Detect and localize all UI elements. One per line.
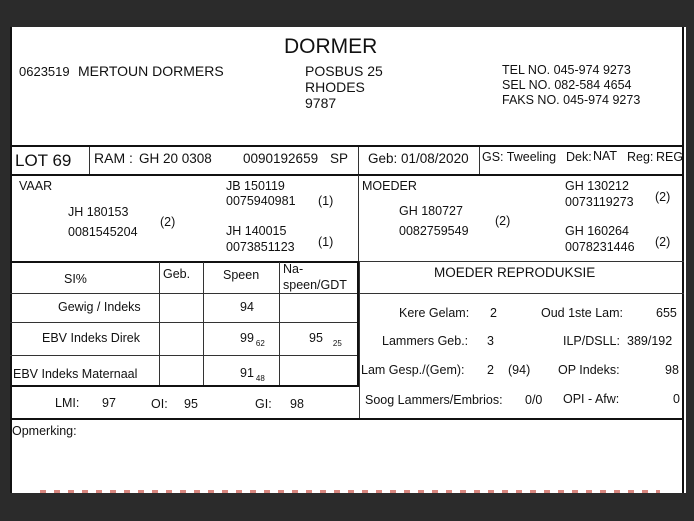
dek-value: NAT bbox=[593, 149, 618, 163]
lot-divider-2 bbox=[358, 147, 359, 175]
oi-label: OI: bbox=[151, 397, 168, 411]
lot-row-bottom-line bbox=[10, 174, 684, 176]
ilp-dsll-value: 389/192 bbox=[627, 334, 673, 348]
moeder-count: (2) bbox=[495, 214, 511, 228]
lot-row-top-line bbox=[10, 145, 684, 147]
lot-divider-1 bbox=[89, 147, 90, 175]
speen-value bbox=[240, 366, 265, 383]
naspeen-value bbox=[309, 331, 342, 348]
opmerking-top-line bbox=[10, 418, 684, 420]
naspeen-value-text: 95 bbox=[309, 331, 323, 345]
moeder-sire-id: GH 130212 bbox=[565, 179, 629, 193]
lot-divider-3 bbox=[479, 147, 480, 175]
reg-value: REG bbox=[656, 150, 684, 164]
si-row-label: EBV Indeks Maternaal bbox=[13, 367, 138, 381]
ram-id: GH 20 0308 bbox=[139, 151, 212, 166]
speen-value bbox=[240, 331, 265, 348]
soog-lammers-value: 0/0 bbox=[525, 393, 543, 407]
faks-number: FAKS NO. 045-974 9273 bbox=[502, 93, 641, 107]
ilp-dsll-label: ILP/DSLL: bbox=[563, 334, 620, 348]
naspeen-header-line-1: Na- bbox=[283, 262, 304, 276]
oud-1ste-lam-label: Oud 1ste Lam: bbox=[541, 306, 623, 320]
moeder-dam-count: (2) bbox=[655, 235, 671, 249]
speen-value bbox=[240, 300, 254, 314]
op-indeks-label: OP Indeks: bbox=[558, 363, 620, 377]
vaar-count: (2) bbox=[160, 215, 176, 229]
vaar-dam-id: JH 140015 bbox=[226, 224, 287, 238]
si-header-bottom-line bbox=[10, 293, 359, 294]
moeder-id: GH 180727 bbox=[399, 204, 463, 218]
address-line-1: POSBUS 25 bbox=[305, 63, 383, 79]
tel-number: TEL NO. 045-974 9273 bbox=[502, 63, 631, 77]
geb-header: Geb. bbox=[163, 267, 191, 281]
speen-value-text: 99 bbox=[240, 331, 254, 345]
gi-value: 98 bbox=[290, 397, 304, 411]
oud-1ste-lam-value: 655 bbox=[656, 306, 677, 320]
card-right-border bbox=[682, 27, 684, 493]
opmerking-label: Opmerking: bbox=[12, 424, 77, 438]
sel-number: SEL NO. 082-584 4654 bbox=[502, 78, 632, 92]
vaar-number: 0081545204 bbox=[68, 225, 138, 239]
moeder-sire-number: 0073119273 bbox=[565, 195, 634, 209]
lam-gesp-label: Lam Gesp./(Gem): bbox=[361, 363, 465, 377]
lot-number: LOT 69 bbox=[15, 151, 72, 170]
birth-status: GS: Tweeling bbox=[482, 150, 557, 164]
lmi-label: LMI: bbox=[55, 396, 80, 410]
soog-lammers-label: Soog Lammers/Embrios: bbox=[365, 393, 503, 407]
speen-subscript: 62 bbox=[255, 339, 265, 348]
si-col-divider-3 bbox=[279, 262, 280, 385]
repro-title: MOEDER REPRODUKSIE bbox=[434, 265, 596, 280]
vaar-sire-count: (1) bbox=[318, 194, 334, 208]
repro-top-line bbox=[359, 261, 684, 262]
gi-label: GI: bbox=[255, 397, 272, 411]
reg-label: Reg: bbox=[627, 150, 654, 164]
si-table-top-line bbox=[10, 261, 359, 263]
dek-label: Dek: bbox=[566, 150, 592, 164]
si-col-divider-2 bbox=[203, 262, 204, 385]
moeder-label: MOEDER bbox=[362, 179, 417, 193]
si-row-1-bottom-line bbox=[10, 322, 359, 323]
vaar-label: VAAR bbox=[19, 179, 53, 193]
moeder-number: 0082759549 bbox=[399, 224, 469, 238]
kere-gelam-label: Kere Gelam: bbox=[399, 306, 470, 320]
speen-subscript: 48 bbox=[255, 374, 265, 383]
moeder-dam-id: GH 160264 bbox=[565, 224, 629, 238]
kere-gelam-value: 2 bbox=[490, 306, 497, 320]
si-header-label: SI% bbox=[64, 272, 87, 286]
vaar-dam-number: 0073851123 bbox=[226, 240, 295, 254]
speen-value-text: 94 bbox=[240, 300, 254, 314]
vaar-id: JH 180153 bbox=[68, 205, 129, 219]
pedigree-divider bbox=[358, 175, 359, 261]
vaar-sire-id: JB 150119 bbox=[226, 179, 285, 193]
lmi-value: 97 bbox=[102, 396, 116, 410]
lam-gesp-value: 2 bbox=[487, 363, 494, 377]
speen-header: Speen bbox=[223, 268, 260, 282]
si-table-bottom-line bbox=[10, 385, 359, 387]
si-row-label: Gewig / Indeks bbox=[58, 300, 141, 314]
address-line-2: RHODES bbox=[305, 79, 365, 95]
birth-date: Geb: 01/08/2020 bbox=[368, 151, 469, 166]
lammers-geb-label: Lammers Geb.: bbox=[382, 334, 469, 348]
lot-card bbox=[10, 27, 686, 493]
farm-name: DORMER bbox=[284, 35, 378, 58]
moeder-sire-count: (2) bbox=[655, 190, 671, 204]
si-row-2-bottom-line bbox=[10, 355, 359, 356]
vaar-dam-count: (1) bbox=[318, 235, 334, 249]
vaar-sire-number: 0075940981 bbox=[226, 194, 296, 208]
opi-afw-value: 0 bbox=[673, 392, 680, 406]
farm-owner: MERTOUN DORMERS bbox=[78, 63, 224, 79]
farm-code: 0623519 bbox=[19, 64, 70, 79]
opi-afw-label: OPI - Afw: bbox=[563, 392, 620, 406]
si-col-divider-1 bbox=[159, 262, 160, 385]
oi-value: 95 bbox=[184, 397, 198, 411]
op-indeks-value: 98 bbox=[665, 363, 679, 377]
cut-off-text-strip bbox=[40, 490, 660, 493]
repro-header-bottom-line bbox=[359, 293, 684, 294]
si-row-label: EBV Indeks Direk bbox=[42, 331, 140, 345]
lammers-geb-value: 3 bbox=[487, 334, 494, 348]
naspeen-header-line-2: speen/GDT bbox=[283, 278, 347, 292]
moeder-dam-number: 0078231446 bbox=[565, 240, 635, 254]
ram-label: RAM : bbox=[94, 150, 133, 166]
repro-left-border bbox=[359, 262, 360, 419]
lam-gem-value: (94) bbox=[508, 363, 531, 377]
speen-value-text: 91 bbox=[240, 366, 254, 380]
naspeen-subscript: 25 bbox=[332, 339, 342, 348]
address-line-3: 9787 bbox=[305, 95, 337, 111]
ram-number: 0090192659 bbox=[243, 151, 319, 166]
ram-grade: SP bbox=[330, 151, 349, 166]
